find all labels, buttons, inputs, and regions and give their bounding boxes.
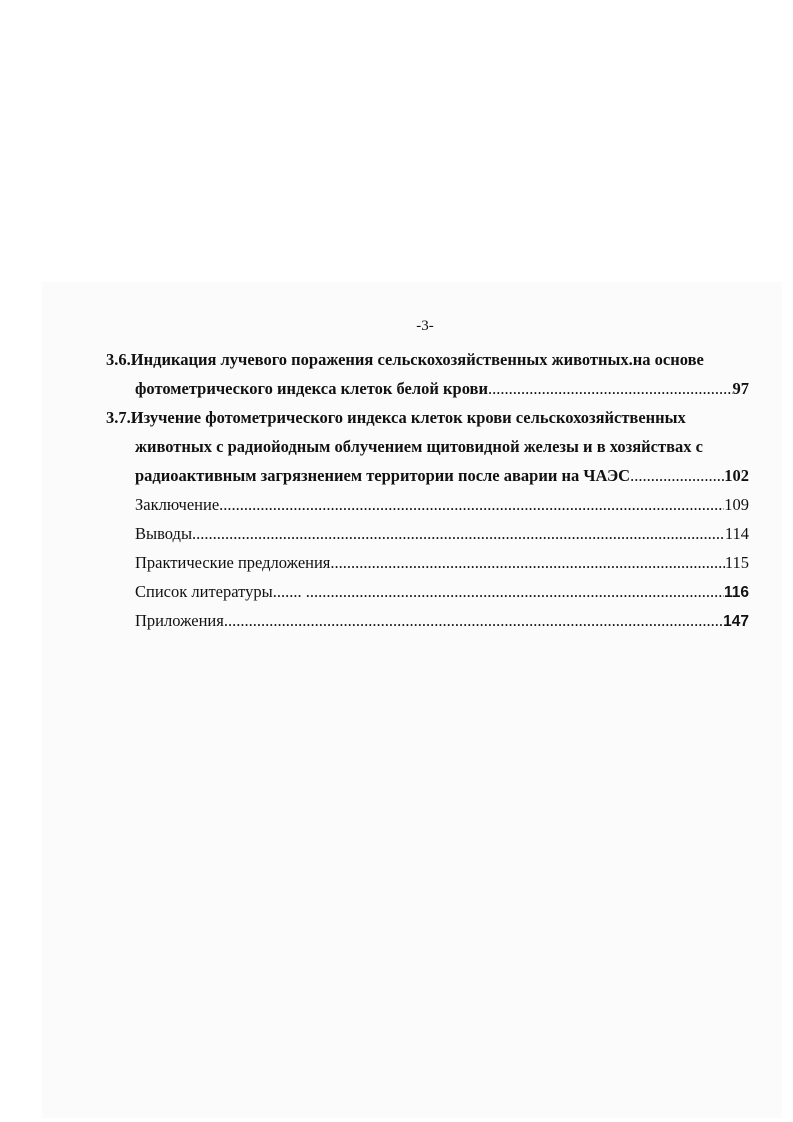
toc-entry-practical-proposals[interactable]	[106, 548, 749, 577]
toc-entry-title-suffix: .......	[272, 582, 306, 601]
leader-dots	[488, 374, 733, 403]
toc-entry-title-line: Изучение фотометрического индекса клеток крови сельскохозяйственных	[130, 408, 686, 427]
toc-entry-page: 147	[723, 613, 749, 630]
toc-entry-title: Практические предложения	[135, 553, 331, 572]
toc-entry-page: 102	[724, 466, 749, 485]
toc-entry-page: 109	[724, 495, 749, 514]
toc-entry-page: 115	[724, 553, 749, 572]
toc-entry-number: 3.7.	[106, 408, 131, 427]
toc-entry-conclusion[interactable]	[106, 490, 749, 519]
toc-entry-page: 114	[724, 524, 749, 543]
toc-entry-title: Приложения	[135, 611, 224, 630]
toc-entry-title-line: фотометрического индекса клеток белой крови	[135, 379, 488, 398]
leader-dots	[630, 461, 724, 490]
toc-entry-title: Заключение	[135, 495, 220, 514]
toc-entry-3-7[interactable]	[106, 403, 749, 490]
toc-entry-title-line: Индикация лучевого поражения сельскохозяйственных животных.на основе	[130, 350, 704, 369]
table-of-contents	[106, 345, 749, 635]
toc-entry-page: 97	[732, 379, 749, 398]
toc-entry-findings[interactable]	[106, 519, 749, 548]
leader-dots	[219, 490, 724, 519]
toc-entry-title-line: радиоактивным загрязнением территории после аварии на ЧАЭС	[135, 466, 631, 485]
toc-entry-references[interactable]	[106, 577, 749, 606]
toc-entry-title: Выводы	[135, 524, 193, 543]
leader-dots	[330, 548, 724, 577]
page-number: -3-	[416, 318, 434, 334]
toc-entry-page: 116	[723, 584, 749, 601]
toc-entry-title-line: животных с радиойодным облучением щитовидной железы и в хозяйствах с	[135, 437, 703, 456]
toc-entry-title: Список литературы	[135, 582, 273, 601]
toc-entry-3-6[interactable]	[106, 345, 749, 403]
leader-dots	[192, 519, 725, 548]
toc-entry-number: 3.6.	[106, 350, 131, 369]
leader-dots	[306, 577, 724, 606]
leader-dots	[224, 606, 723, 635]
toc-entry-appendices[interactable]	[106, 606, 749, 635]
